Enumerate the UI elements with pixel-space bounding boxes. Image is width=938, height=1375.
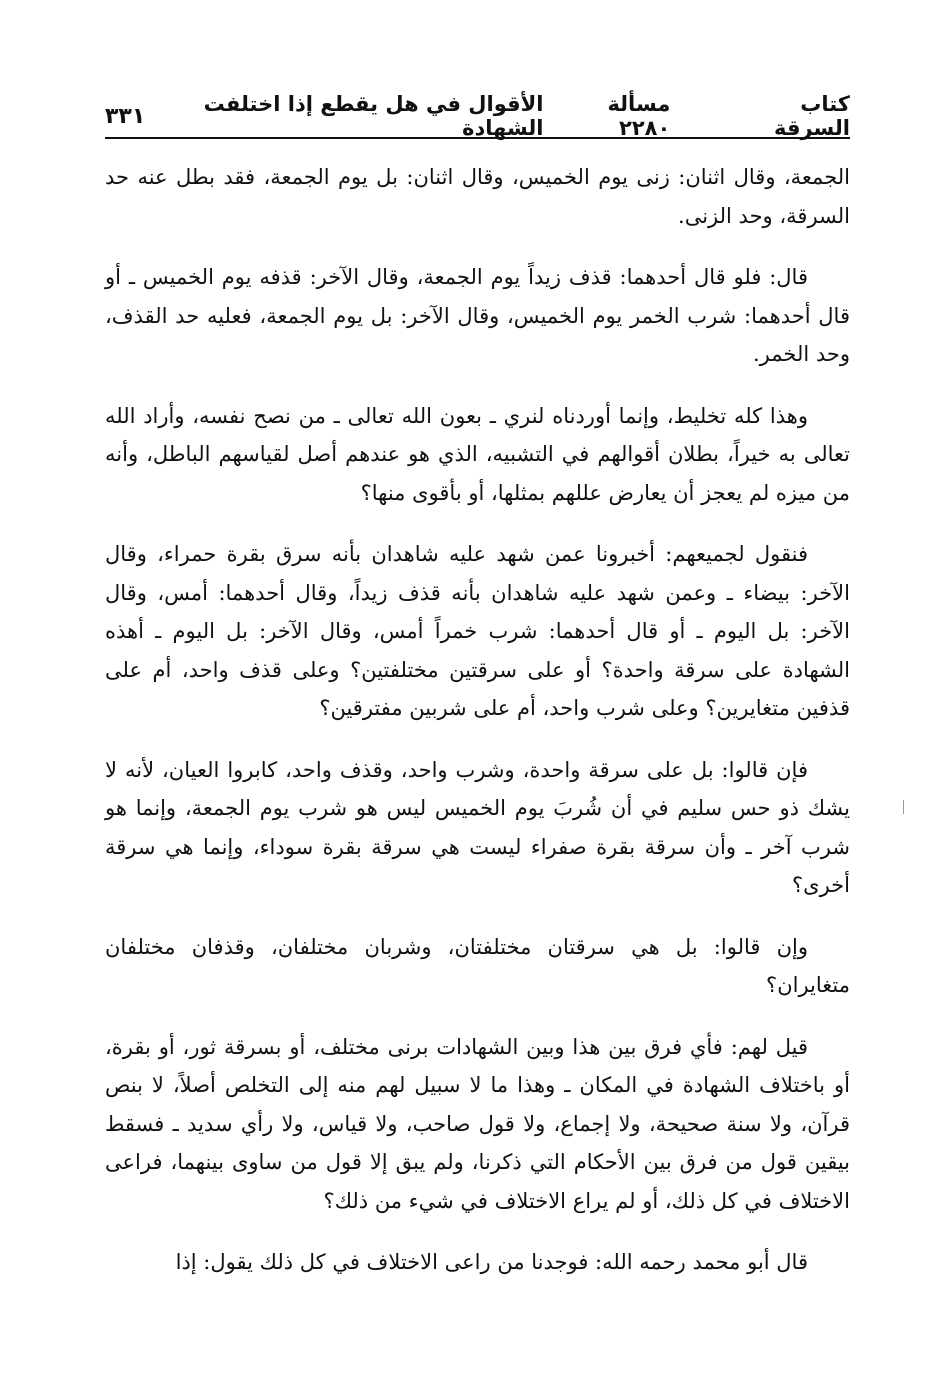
paragraph: قال أبو محمد رحمه الله: فوجدنا من راعى الاختلاف في كل ذلك يقول: إذا — [175, 1250, 808, 1274]
paragraph: فإن قالوا: بل على سرقة واحدة، وشرب واحد، وقذف واحد، كابروا العيان، لأنه لا يشك ذو حس سليم في أن شُربَ يوم الخميس ليس هو شرب يوم الجمعة، وإنما هو شرب آخر ـ وأن سرقة بقرة صفراء ليست هي سرقة بقرة سوداء، وإنما هي سرقة أخرى؟ — [105, 757, 850, 897]
body-text — [105, 158, 850, 1305]
page-number: ٣٣١ — [105, 103, 146, 129]
header-rule — [105, 137, 850, 139]
paragraph: وإن قالوا: بل هي سرقتان مختلفتان، وشربان مختلفان، وقذفان مختلفان متغايران؟ — [105, 934, 850, 997]
book-title: كتاب السرقة — [773, 92, 850, 140]
paragraph: فنقول لجميعهم: أخبرونا عمن شهد عليه شاهدان بأنه سرق بقرة حمراء، وقال الآخر: بيضاء ـ وعمن شهد عليه شاهدان بأنه قذف زيداً، وقال أحدهما: أمس، وقال الآخر: بل اليوم ـ أو قال أحدهما: شرب خمراً أمس، وقال الآخر: بل اليوم ـ أهذه الشهادة على سرقة واحدة؟ أو على سرقتين مختلفتين؟ وعلى قذف واحد، أم على قذفين متغايرين؟ وعلى شرب واحد، أم على شربين مفترقين؟ — [105, 542, 850, 720]
issue-number: مسألة ٢٢٨٠ — [607, 92, 671, 140]
margin-mark — [903, 800, 904, 814]
running-header — [105, 92, 850, 140]
paragraph: قيل لهم: فأي فرق بين هذا وبين الشهادات برنى مختلف، أو بسرقة ثور، أو بقرة، أو باختلاف الشهادة في المكان ـ وهذا ما لا سبيل لهم منه إلى التخلص أصلاً، لا بنص قرآن، ولا سنة صحيحة، ولا إجماع، ولا قول صاحب، ولا قياس، ولا رأي سديد ـ فسقط بيقين قول من فرق بين الأحكام التي ذكرنا، ولم يبق إلا قول من ساوى بينهما، فراعى الاختلاف في كل ذلك، أو لم يراع الاختلاف في شيء من ذلك؟ — [105, 1034, 850, 1213]
paragraph: الجمعة، وقال اثنان: زنى يوم الخميس، وقال اثنان: بل يوم الجمعة، فقد بطل عنه حد السرقة، وحد الزنى. — [105, 165, 850, 228]
paragraph: قال: فلو قال أحدهما: قذف زيداً يوم الجمعة، وقال الآخر: قذفه يوم الخميس ـ أو قال أحدهما: شرب الخمر يوم الخميس، وقال الآخر: بل يوم الجمعة، فعليه حد القذف، وحد الخمر. — [105, 265, 850, 366]
section-title: الأقوال في هل يقطع إذا اختلفت الشهادة — [203, 92, 544, 140]
paragraph: وهذا كله تخليط، وإنما أوردناه لنري ـ بعون الله تعالى ـ من نصح نفسه، وأراد الله تعالى به خيراً، بطلان أقوالهم في التشبيه، الذي هو عندهم أصل لقياسهم الباطل، وأنه من ميزه لم يعجز أن يعارض عللهم بمثلها، أو بأقوى منها؟ — [105, 403, 850, 505]
